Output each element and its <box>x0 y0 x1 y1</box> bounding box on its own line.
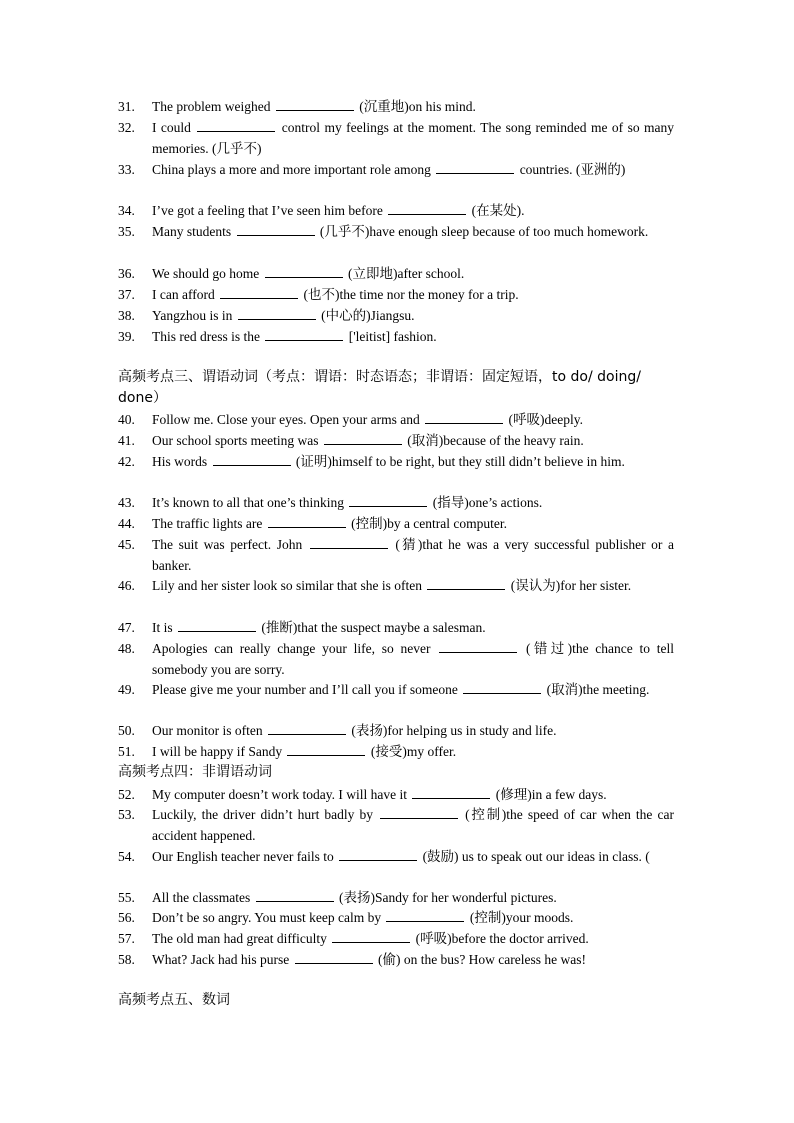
question-number: 49. <box>118 682 135 697</box>
question-text-before: Apologies can really change your life, so never <box>152 641 438 656</box>
question-text-after: (指导)one’s actions. <box>429 495 543 510</box>
question-item <box>118 534 674 576</box>
question-text-after: (也不)the time nor the money for a trip. <box>300 287 519 302</box>
answer-blank[interactable] <box>238 318 316 320</box>
answer-blank[interactable] <box>256 900 334 902</box>
question-number: 50. <box>118 723 135 738</box>
question-text <box>152 409 674 430</box>
question-text-after: (表扬)Sandy for her wonderful pictures. <box>335 890 557 905</box>
question-text-before: Lily and her sister look so similar that she is often <box>152 578 426 593</box>
question-text-after: (猜)that he was a very successful publisher or a banker. <box>152 537 674 573</box>
answer-blank[interactable] <box>276 109 354 111</box>
question-item <box>118 679 674 700</box>
answer-blank[interactable] <box>265 339 343 341</box>
question-text-before: My computer doesn’t work today. I will have it <box>152 787 411 802</box>
question-text-before: Follow me. Close your eyes. Open your arms and <box>152 412 424 427</box>
question-text-before: It is <box>152 620 177 635</box>
section-heading-four: 高频考点四：非谓语动词 <box>118 764 272 780</box>
question-item <box>118 907 674 928</box>
question-number: 36. <box>118 266 135 281</box>
question-number: 47. <box>118 620 135 635</box>
question-text <box>152 741 674 762</box>
answer-blank[interactable] <box>295 962 373 964</box>
question-text-after: (鼓励) us to speak out our ideas in class. ( <box>419 849 650 864</box>
question-item <box>118 305 674 326</box>
question-text <box>152 720 674 741</box>
question-text <box>152 263 674 284</box>
question-text <box>152 159 674 180</box>
question-number: 43. <box>118 495 135 510</box>
question-text <box>152 221 674 242</box>
question-item <box>118 326 674 347</box>
question-text <box>152 513 674 534</box>
question-item <box>118 887 674 908</box>
question-text-before: His words <box>152 454 211 469</box>
question-text-before: Our English teacher never fails to <box>152 849 338 864</box>
question-text <box>152 430 674 451</box>
question-number: 44. <box>118 516 135 531</box>
answer-blank[interactable] <box>287 754 365 756</box>
question-text-after: (控制)by a central computer. <box>347 516 508 531</box>
question-text-before: All the classmates <box>152 890 254 905</box>
question-text-after: (证明)himself to be right, but they still didn’t believe in him. <box>292 454 625 469</box>
question-text <box>152 451 674 472</box>
question-number: 40. <box>118 412 135 427</box>
answer-blank[interactable] <box>427 588 505 590</box>
question-text-after: (推断)that the suspect maybe a salesman. <box>258 620 486 635</box>
answer-blank[interactable] <box>463 692 541 694</box>
answer-blank[interactable] <box>436 172 514 174</box>
question-item <box>118 720 674 741</box>
question-text-after: (取消)because of the heavy rain. <box>403 433 584 448</box>
question-text-before: I will be happy if Sandy <box>152 744 286 759</box>
question-item <box>118 492 674 513</box>
answer-blank[interactable] <box>268 733 346 735</box>
question-text <box>152 784 674 805</box>
question-text-before: I can afford <box>152 287 219 302</box>
question-text-after: (接受)my offer. <box>367 744 457 759</box>
question-item <box>118 409 674 430</box>
question-text <box>152 638 674 680</box>
question-text-after: control my feelings at the moment. The song reminded me of so many memories. (几乎不) <box>152 120 674 156</box>
question-text-after: (立即地)after school. <box>344 266 465 281</box>
question-number: 54. <box>118 849 135 864</box>
question-text-after: countries. (亚洲的) <box>516 162 626 177</box>
question-text-before: China plays a more and more important role among <box>152 162 435 177</box>
question-text-after: (误认为)for her sister. <box>507 578 632 593</box>
question-number: 55. <box>118 890 135 905</box>
question-number: 52. <box>118 787 135 802</box>
question-number: 32. <box>118 120 135 135</box>
question-number: 46. <box>118 578 135 593</box>
question-text-before: This red dress is the <box>152 329 264 344</box>
answer-blank[interactable] <box>178 630 256 632</box>
question-text <box>152 96 674 117</box>
question-number: 35. <box>118 224 135 239</box>
answer-blank[interactable] <box>386 920 464 922</box>
question-text-before: Yangzhou is in <box>152 308 236 323</box>
question-text-after: (取消)the meeting. <box>543 682 650 697</box>
answer-blank[interactable] <box>220 297 298 299</box>
question-number: 38. <box>118 308 135 323</box>
answer-blank[interactable] <box>380 817 458 819</box>
question-item <box>118 846 674 867</box>
question-text <box>152 804 674 846</box>
question-number: 33. <box>118 162 135 177</box>
question-number: 42. <box>118 454 135 469</box>
question-number: 51. <box>118 744 135 759</box>
question-text-after: (沉重地)on his mind. <box>355 99 476 114</box>
question-item <box>118 949 674 970</box>
question-item <box>118 575 674 596</box>
question-text-before: Please give me your number and I’ll call you if someone <box>152 682 462 697</box>
question-text <box>152 617 674 638</box>
answer-blank[interactable] <box>332 941 410 943</box>
question-text <box>152 907 674 928</box>
answer-blank[interactable] <box>237 234 315 236</box>
question-text <box>152 117 674 159</box>
question-item <box>118 221 674 242</box>
section-heading-three: 高频考点三、谓语动词（考点：谓语：时态语态；非谓语：固定短语，to do/ doing/ done） <box>118 369 641 406</box>
question-text <box>152 846 674 867</box>
question-text-before: Our school sports meeting was <box>152 433 322 448</box>
question-text <box>152 326 674 347</box>
question-item <box>118 200 674 221</box>
question-text-after: (偷) on the bus? How careless he was! <box>374 952 587 967</box>
question-text-after: ['leitist] fashion. <box>345 329 437 344</box>
question-text-after: (呼吸)deeply. <box>505 412 583 427</box>
question-text-before: I’ve got a feeling that I’ve seen him before <box>152 203 387 218</box>
question-number: 58. <box>118 952 135 967</box>
section-heading-five: 高频考点五、数词 <box>118 992 230 1008</box>
question-number: 56. <box>118 910 135 925</box>
question-text-before: It’s known to all that one’s thinking <box>152 495 348 510</box>
question-text <box>152 928 674 949</box>
question-text-before: We should go home <box>152 266 263 281</box>
question-text-before: I could <box>152 120 196 135</box>
question-text <box>152 887 674 908</box>
question-text-after: (在某处). <box>468 203 525 218</box>
question-item <box>118 617 674 638</box>
question-text-before: Our monitor is often <box>152 723 266 738</box>
question-text-before: The traffic lights are <box>152 516 266 531</box>
answer-blank[interactable] <box>425 422 503 424</box>
question-number: 34. <box>118 203 135 218</box>
question-text <box>152 679 674 700</box>
question-text-after: (错过)the chance to tell somebody you are sorry. <box>152 641 675 677</box>
question-text-before: Luckily, the driver didn’t hurt badly by <box>152 807 379 822</box>
question-text-before: Many students <box>152 224 235 239</box>
question-number: 57. <box>118 931 135 946</box>
answer-blank[interactable] <box>439 651 517 653</box>
answer-blank[interactable] <box>265 276 343 278</box>
question-text <box>152 200 674 221</box>
question-item <box>118 638 674 680</box>
question-item <box>118 284 674 305</box>
question-item <box>118 451 674 472</box>
answer-blank[interactable] <box>339 859 417 861</box>
question-text <box>152 284 674 305</box>
question-text-after: (修理)in a few days. <box>492 787 607 802</box>
question-item <box>118 96 674 117</box>
question-text <box>152 534 674 576</box>
question-text-after: (控制)the speed of car when the car accident happened. <box>152 807 674 843</box>
answer-blank[interactable] <box>268 526 346 528</box>
answer-blank[interactable] <box>213 464 291 466</box>
question-item <box>118 430 674 451</box>
question-number: 39. <box>118 329 135 344</box>
answer-blank[interactable] <box>388 213 466 215</box>
question-text-before: What? Jack had his purse <box>152 952 293 967</box>
question-item <box>118 117 674 159</box>
question-text-before: The old man had great difficulty <box>152 931 331 946</box>
question-text <box>152 305 674 326</box>
question-item <box>118 513 674 534</box>
question-text-after: (控制)your moods. <box>466 910 574 925</box>
question-text-before: The problem weighed <box>152 99 274 114</box>
question-text-after: (中心的)Jiangsu. <box>317 308 415 323</box>
answer-blank[interactable] <box>412 797 490 799</box>
question-item <box>118 263 674 284</box>
question-number: 31. <box>118 99 135 114</box>
question-text <box>152 949 674 970</box>
answer-blank[interactable] <box>197 130 275 132</box>
answer-blank[interactable] <box>349 505 427 507</box>
answer-blank[interactable] <box>324 443 402 445</box>
question-number: 53. <box>118 807 135 822</box>
question-item <box>118 741 674 762</box>
question-text <box>152 575 674 596</box>
question-number: 48. <box>118 641 135 656</box>
answer-blank[interactable] <box>310 547 388 549</box>
question-number: 37. <box>118 287 135 302</box>
question-number: 45. <box>118 537 135 552</box>
question-item <box>118 804 674 846</box>
question-text-before: The suit was perfect. John <box>152 537 308 552</box>
question-text <box>152 492 674 513</box>
question-item <box>118 928 674 949</box>
question-item <box>118 784 674 805</box>
question-text-before: Don’t be so angry. You must keep calm by <box>152 910 385 925</box>
question-text-after: (表扬)for helping us in study and life. <box>348 723 557 738</box>
question-text-after: (几乎不)have enough sleep because of too much homework. <box>316 224 649 239</box>
question-number: 41. <box>118 433 135 448</box>
question-item <box>118 159 674 180</box>
question-text-after: (呼吸)before the doctor arrived. <box>412 931 589 946</box>
